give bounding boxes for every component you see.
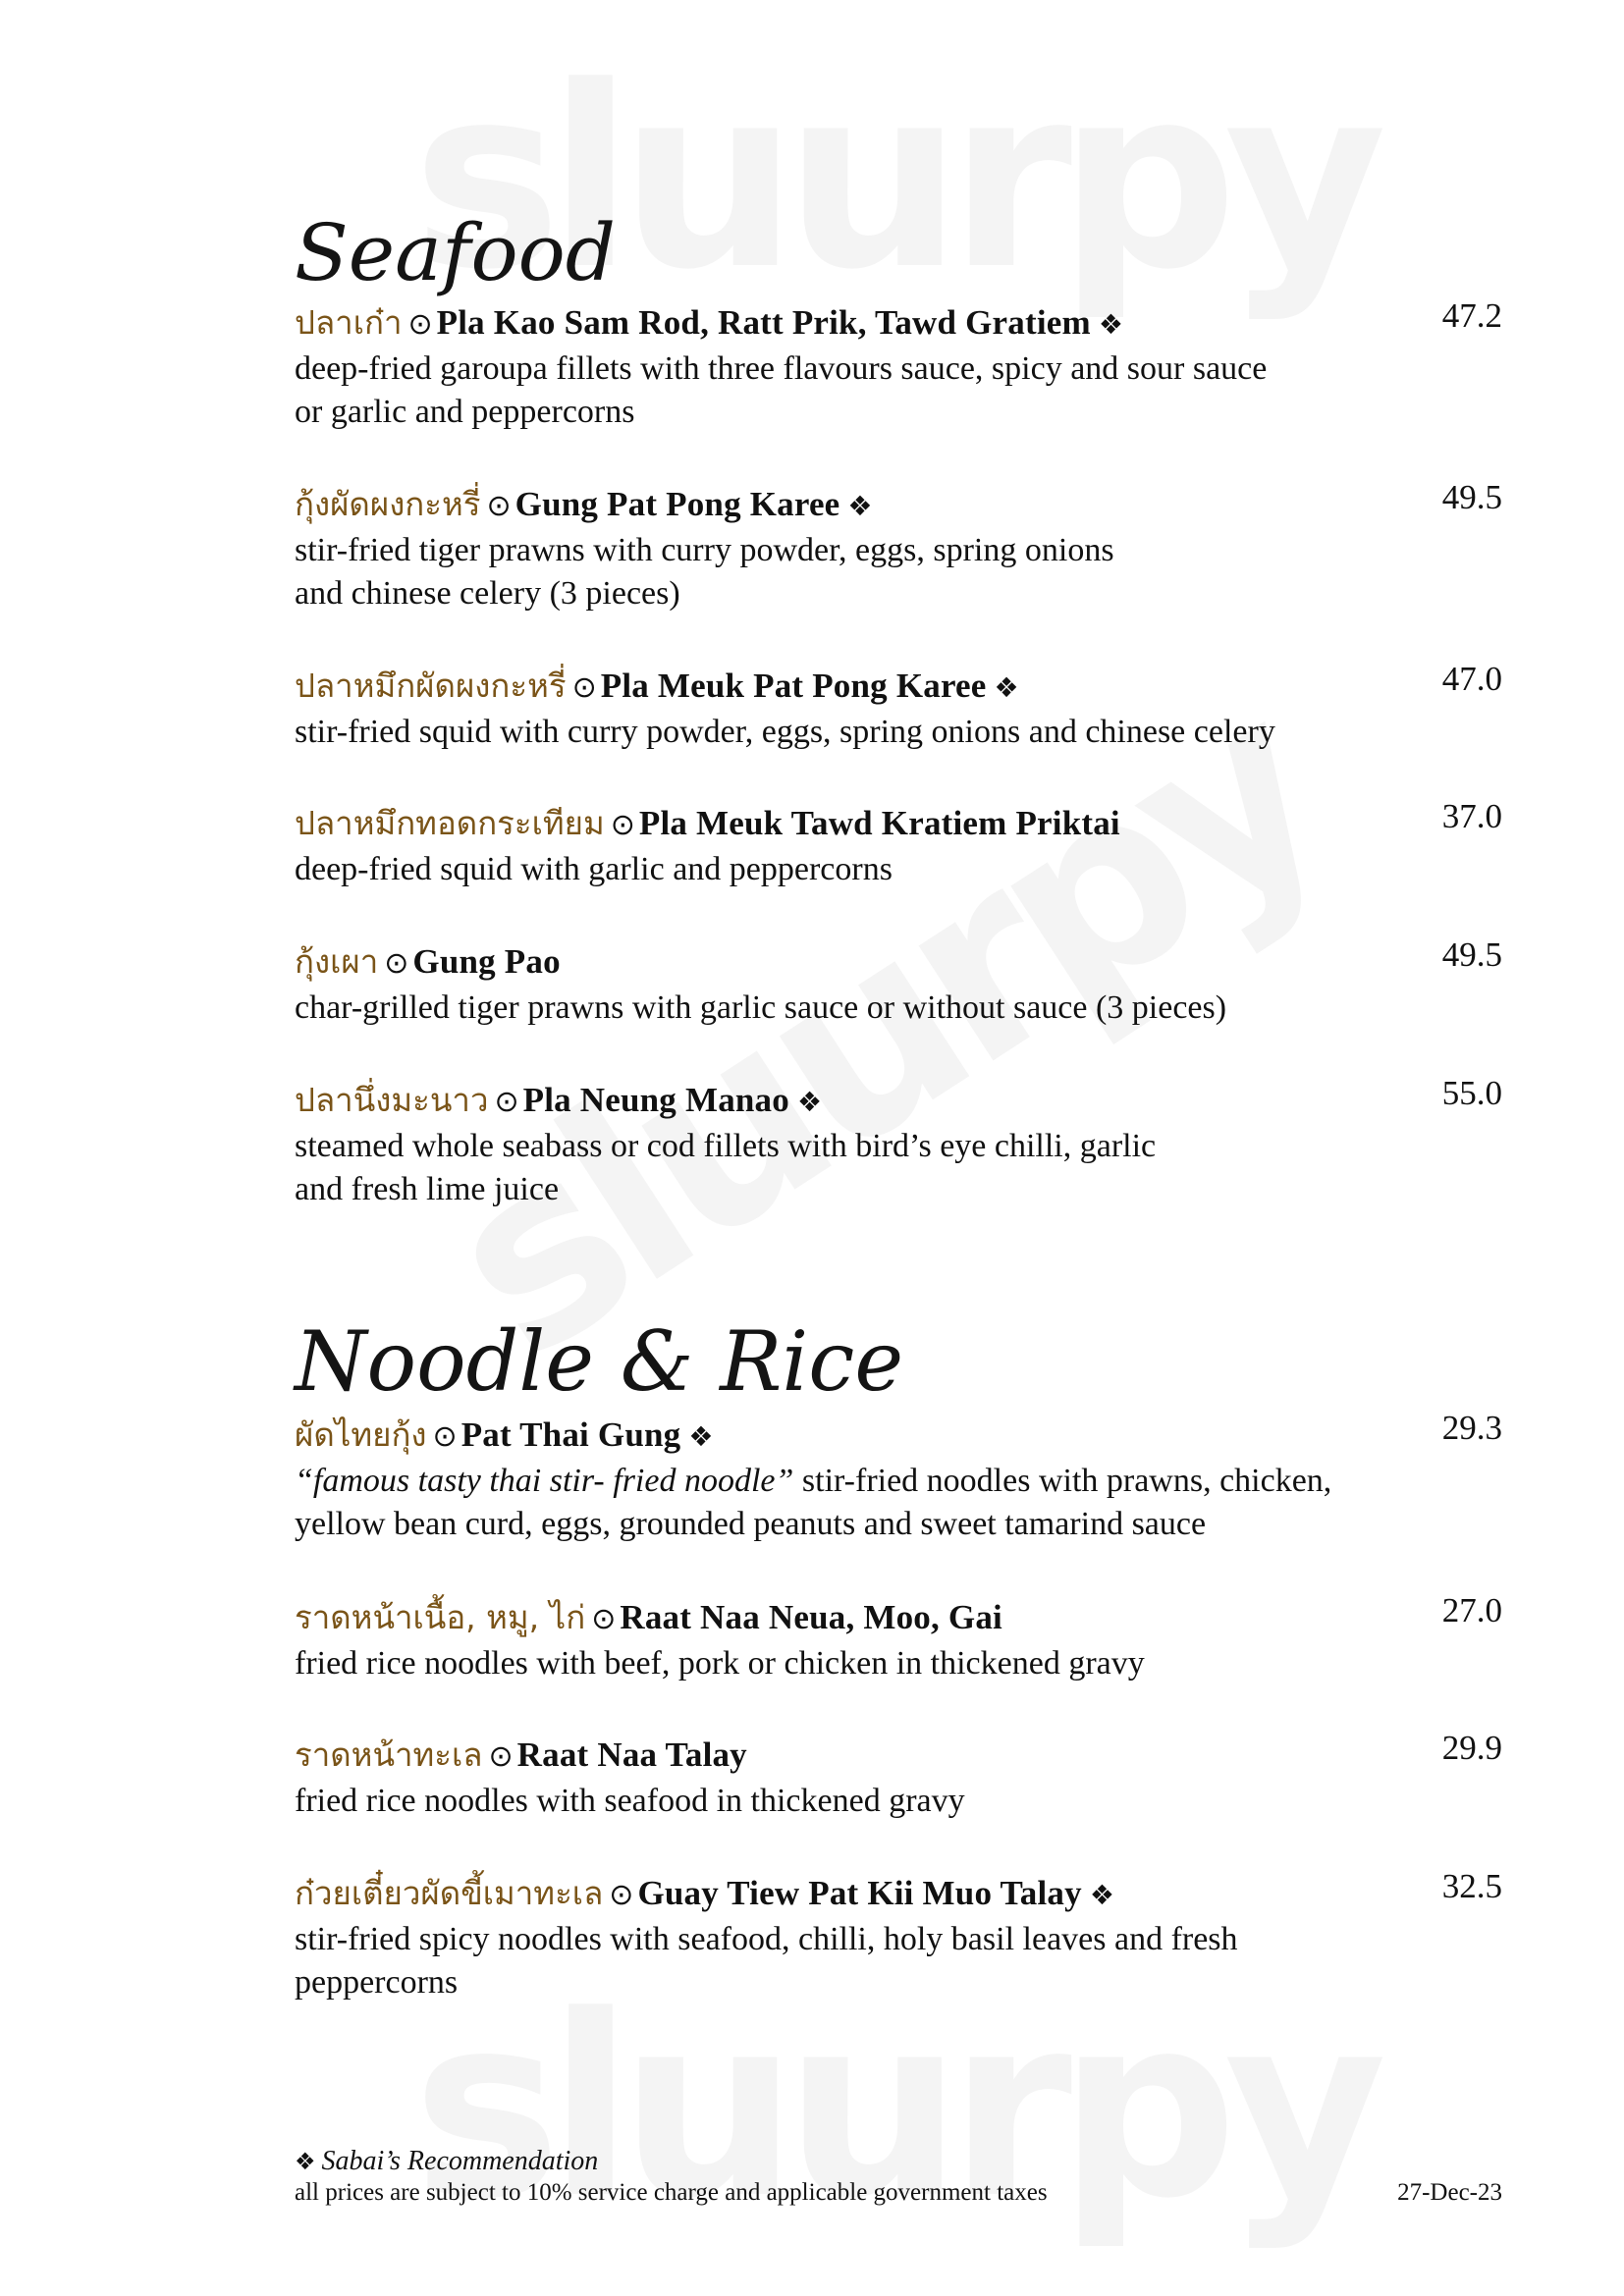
menu-item [295, 478, 1502, 615]
thai-name: ก๋วยเตี๋ยวผัดขี้เมาทะเล [295, 1874, 604, 1912]
menu-item-heading [295, 1409, 1502, 1460]
menu-item [295, 1591, 1502, 1685]
menu-date: 27-Dec-23 [1397, 2179, 1502, 2206]
menu-item-heading [295, 296, 1502, 347]
recommendation-icon: ❖ [295, 2148, 316, 2175]
bullet-marker-icon: ⊙ [488, 1739, 514, 1774]
menu-item-heading [295, 660, 1502, 711]
thai-name: กุ้งผัดผงกะหรี่ [295, 485, 481, 523]
bullet-marker-icon: ⊙ [591, 1602, 617, 1636]
price: 55.0 [1441, 1074, 1502, 1112]
price: 27.0 [1441, 1591, 1502, 1629]
bullet-marker-icon: ⊙ [384, 946, 409, 981]
dish-description [295, 1780, 1502, 1823]
description-line: stir-fried noodles with prawns, chicken, [793, 1463, 1332, 1499]
recommendation-icon: ❖ [1098, 308, 1123, 341]
menu-item [295, 660, 1502, 754]
section-title-seafood: Seafood [295, 207, 616, 298]
description-line: or garlic and peppercorns [295, 394, 635, 430]
price: 29.3 [1441, 1409, 1502, 1447]
dish-description [295, 1460, 1502, 1546]
thai-name: ปลาหมึกผัดผงกะหรี่ [295, 667, 567, 705]
thai-name: ปลาเก๋า [295, 303, 403, 342]
bullet-marker-icon: ⊙ [610, 808, 635, 842]
menu-item-heading [295, 797, 1502, 848]
dish-name: Pla Meuk Tawd Kratiem Priktai [638, 804, 1120, 842]
thai-name: ราดหน้าทะเล [295, 1735, 483, 1774]
dish-name: Pla Meuk Pat Pong Karee [600, 667, 987, 705]
recommendation-label: Sabai’s Recommendation [321, 2146, 599, 2176]
description-line: char-grilled tiger prawns with garlic sauce or without sauce (3 pieces) [295, 989, 1227, 1026]
thai-name: ปลาหมึกทอดกระเทียม [295, 804, 605, 842]
recommendation-icon: ❖ [1089, 1879, 1114, 1911]
footer [295, 2146, 1502, 2209]
dish-description [295, 987, 1502, 1030]
menu-item [295, 1729, 1502, 1823]
dish-name: Pla Kao Sam Rod, Ratt Prik, Tawd Gratiem [436, 303, 1091, 342]
bullet-marker-icon: ⊙ [486, 489, 512, 523]
bullet-marker-icon: ⊙ [494, 1085, 519, 1119]
dish-description [295, 1918, 1502, 2004]
description-line: steamed whole seabass or cod fillets with bird’s eye chilli, garlic [295, 1128, 1157, 1164]
dish-description [295, 1642, 1502, 1685]
description-line: yellow bean curd, eggs, grounded peanuts and sweet tamarind sauce [295, 1506, 1207, 1542]
price: 37.0 [1441, 797, 1502, 835]
description-line: stir-fried spicy noodles with seafood, chilli, holy basil leaves and fresh [295, 1921, 1238, 1957]
price: 49.5 [1441, 478, 1502, 516]
description-line: and fresh lime juice [295, 1171, 560, 1207]
description-line: fried rice noodles with seafood in thickened gravy [295, 1783, 965, 1819]
dish-name: Raat Naa Neua, Moo, Gai [620, 1598, 1002, 1636]
menu-item-heading [295, 478, 1502, 529]
recommendation-icon: ❖ [688, 1420, 714, 1453]
menu-item [295, 296, 1502, 434]
price: 47.2 [1441, 296, 1502, 335]
dish-description [295, 347, 1502, 434]
menu-item [295, 1409, 1502, 1546]
dish-description [295, 848, 1502, 891]
dish-name: Gung Pao [412, 942, 561, 981]
dish-name: Raat Naa Talay [516, 1735, 747, 1774]
price: 32.5 [1441, 1867, 1502, 1905]
bullet-marker-icon: ⊙ [571, 670, 597, 705]
bullet-marker-icon: ⊙ [609, 1878, 634, 1912]
menu-item [295, 797, 1502, 891]
bullet-marker-icon: ⊙ [407, 307, 433, 342]
recommendation-icon: ❖ [994, 671, 1019, 704]
recommendation-legend [295, 2146, 1502, 2177]
price: 29.9 [1441, 1729, 1502, 1767]
menu-item [295, 935, 1502, 1030]
description-line: peppercorns [295, 1964, 459, 2001]
menu-item [295, 1867, 1502, 2004]
service-charge-note [295, 2177, 1502, 2209]
menu-item-heading [295, 1591, 1502, 1642]
menu-item-heading [295, 1867, 1502, 1918]
menu-item-heading [295, 1729, 1502, 1780]
description-line: stir-fried squid with curry powder, eggs, spring onions and chinese celery [295, 714, 1275, 750]
dish-name: Pat Thai Gung [460, 1415, 681, 1454]
recommendation-icon: ❖ [847, 490, 873, 522]
dish-description [295, 529, 1502, 615]
menu-item [295, 1074, 1502, 1211]
description-line: fried rice noodles with beef, pork or chicken in thickened gravy [295, 1645, 1145, 1682]
dish-name: Gung Pat Pong Karee [514, 485, 840, 523]
dish-name: Guay Tiew Pat Kii Muo Talay [637, 1874, 1082, 1912]
thai-name: กุ้งเผา [295, 942, 379, 981]
description-line: deep-fried garoupa fillets with three flavours sauce, spicy and sour sauce [295, 350, 1268, 387]
dish-description [295, 711, 1502, 754]
price: 49.5 [1441, 935, 1502, 974]
thai-name: ผัดไทยกุ้ง [295, 1415, 427, 1454]
description-line: stir-fried tiger prawns with curry powder, eggs, spring onions [295, 532, 1114, 568]
bullet-marker-icon: ⊙ [432, 1419, 458, 1454]
description-line: and chinese celery (3 pieces) [295, 575, 680, 612]
note-text: all prices are subject to 10% service charge and applicable government taxes [295, 2179, 1048, 2206]
dish-name: Pla Neung Manao [522, 1081, 789, 1119]
dish-description [295, 1125, 1502, 1211]
thai-name: ปลานึ่งมะนาว [295, 1081, 489, 1119]
description-tagline: “famous tasty thai stir- fried noodle” [295, 1463, 794, 1499]
price: 47.0 [1441, 660, 1502, 698]
recommendation-icon: ❖ [796, 1086, 823, 1118]
menu-item-heading [295, 935, 1502, 987]
thai-name: ราดหน้าเนื้อ, หมู, ไก่ [295, 1598, 586, 1636]
description-line: deep-fried squid with garlic and peppercorns [295, 851, 893, 887]
menu-item-heading [295, 1074, 1502, 1125]
section-title-noodle-rice: Noodle & Rice [295, 1313, 904, 1410]
